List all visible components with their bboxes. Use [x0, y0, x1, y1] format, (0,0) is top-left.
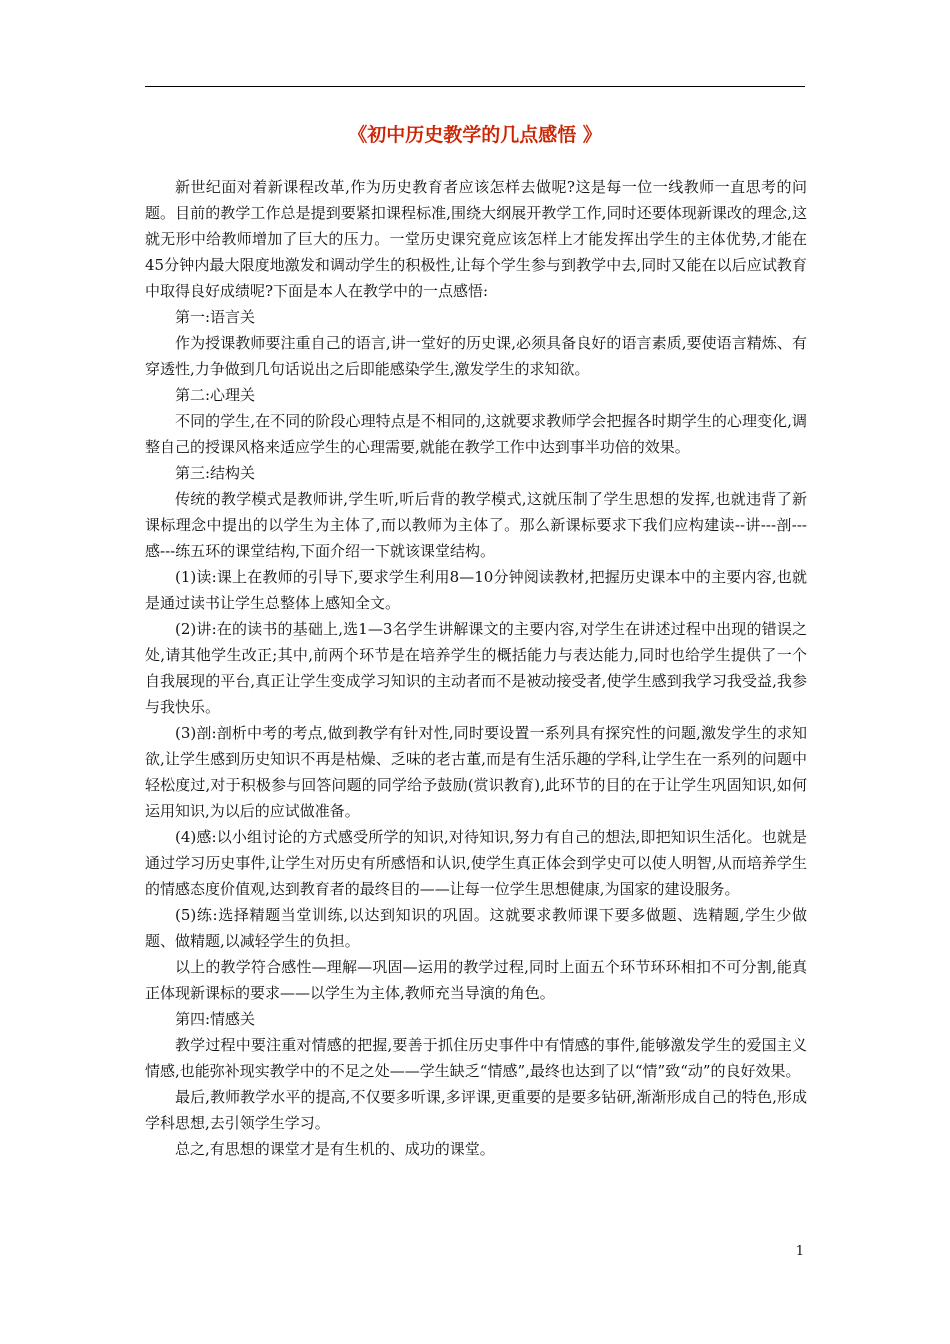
- header-rule: [145, 86, 805, 87]
- paragraph-finally: 最后,教师教学水平的提高,不仅要多听课,多评课,更重要的是要多钻研,渐渐形成自己的特色,形成学科思想,去引领学生学习。: [145, 1088, 807, 1132]
- paragraph-step-read: (1)读:课上在教师的引导下,要求学生利用8—10分钟阅读教材,把握历史课本中的主要内容,也就是通过读书让学生总整体上感知全文。: [145, 568, 807, 612]
- paragraph-structure: 传统的教学模式是教师讲,学生听,听后背的教学模式,这就压制了学生思想的发挥,也就违背了新课标理念中提出的以学生为主体了,而以教师为主体了。那么新课标要求下我们应构建读--讲---剖---感---练五环的课堂结构,下面介绍一下就该课堂结构。: [145, 490, 807, 560]
- paragraph-conclusion: 总之,有思想的课堂才是有生机的、成功的课堂。: [175, 1140, 495, 1158]
- paragraph-step-feel: (4)感:以小组讨论的方式感受所学的知识,对待知识,努力有自己的想法,即把知识生活化。也就是通过学习历史事件,让学生对历史有所感悟和认识,使学生真正体会到学史可以使人明智,从而培养学生的情感态度价值观,达到教育者的最终目的——让每一位学生思想健康,为国家的建设服务。: [145, 828, 807, 898]
- paragraph-step-analyze: (3)剖:剖析中考的考点,做到教学有针对性,同时要设置一系列具有探究性的问题,激发学生的求知欲,让学生感到历史知识不再是枯燥、乏味的老古董,而是有生活乐趣的学科,让学生在一系列的问题中轻松度过,对于积极参与回答问题的同学给予鼓励(赏识教育),此环节的目的在于让学生巩固知识,如何运用知识,为以后的应试做准备。: [145, 724, 807, 820]
- document-body: [145, 174, 807, 1162]
- document-title: 《初中历史教学的几点感悟 》: [348, 124, 602, 146]
- paragraph-language: 作为授课教师要注重自己的语言,讲一堂好的历史课,必须具备良好的语言素质,要使语言精炼、有穿透性,力争做到几句话说出之后即能感染学生,激发学生的求知欲。: [145, 334, 807, 378]
- page-number: 1: [795, 1244, 804, 1259]
- paragraph-step-explain: (2)讲:在的读书的基础上,选1—3名学生讲解课文的主要内容,对学生在讲述过程中出现的错误之处,请其他学生改正;其中,前两个环节是在培养学生的概括能力与表达能力,同时也给学生提供了一个自我展现的平台,真正让学生变成学习知识的主动者而不是被动接受者,使学生感到我学习我受益,我参与我快乐。: [145, 620, 807, 716]
- paragraph-summary-process: 以上的教学符合感性—理解—巩固—运用的教学过程,同时上面五个环节环环相扣不可分割,能真正体现新课标的要求——以学生为主体,教师充当导演的角色。: [145, 958, 807, 1002]
- heading-emotion: 第四:情感关: [175, 1010, 256, 1028]
- heading-language: 第一:语言关: [175, 308, 256, 326]
- heading-psychology: 第二:心理关: [175, 386, 256, 404]
- paragraph-intro: 新世纪面对着新课程改革,作为历史教育者应该怎样去做呢?这是每一位一线教师一直思考的问题。目前的教学工作总是提到要紧扣课程标准,围绕大纲展开教学工作,同时还要体现新课改的理念,这就无形中给教师增加了巨大的压力。一堂历史课究竟应该怎样上才能发挥出学生的主体优势,才能在45分钟内最大限度地激发和调动学生的积极性,让每个学生参与到教学中去,同时又能在以后应试教育中取得良好成绩呢?下面是本人在教学中的一点感悟:: [145, 178, 807, 300]
- paragraph-psychology: 不同的学生,在不同的阶段心理特点是不相同的,这就要求教师学会把握各时期学生的心理变化,调整自己的授课风格来适应学生的心理需要,就能在教学工作中达到事半功倍的效果。: [145, 412, 807, 456]
- heading-structure: 第三:结构关: [175, 464, 256, 482]
- paragraph-step-practice: (5)练:选择精题当堂训练,以达到知识的巩固。这就要求教师课下要多做题、选精题,学生少做题、做精题,以减轻学生的负担。: [145, 906, 807, 950]
- paragraph-emotion: 教学过程中要注重对情感的把握,要善于抓住历史事件中有情感的事件,能够激发学生的爱国主义情感,也能弥补现实教学中的不足之处——学生缺乏“情感”,最终也达到了以“情”致“动”的良好效果。: [145, 1036, 807, 1080]
